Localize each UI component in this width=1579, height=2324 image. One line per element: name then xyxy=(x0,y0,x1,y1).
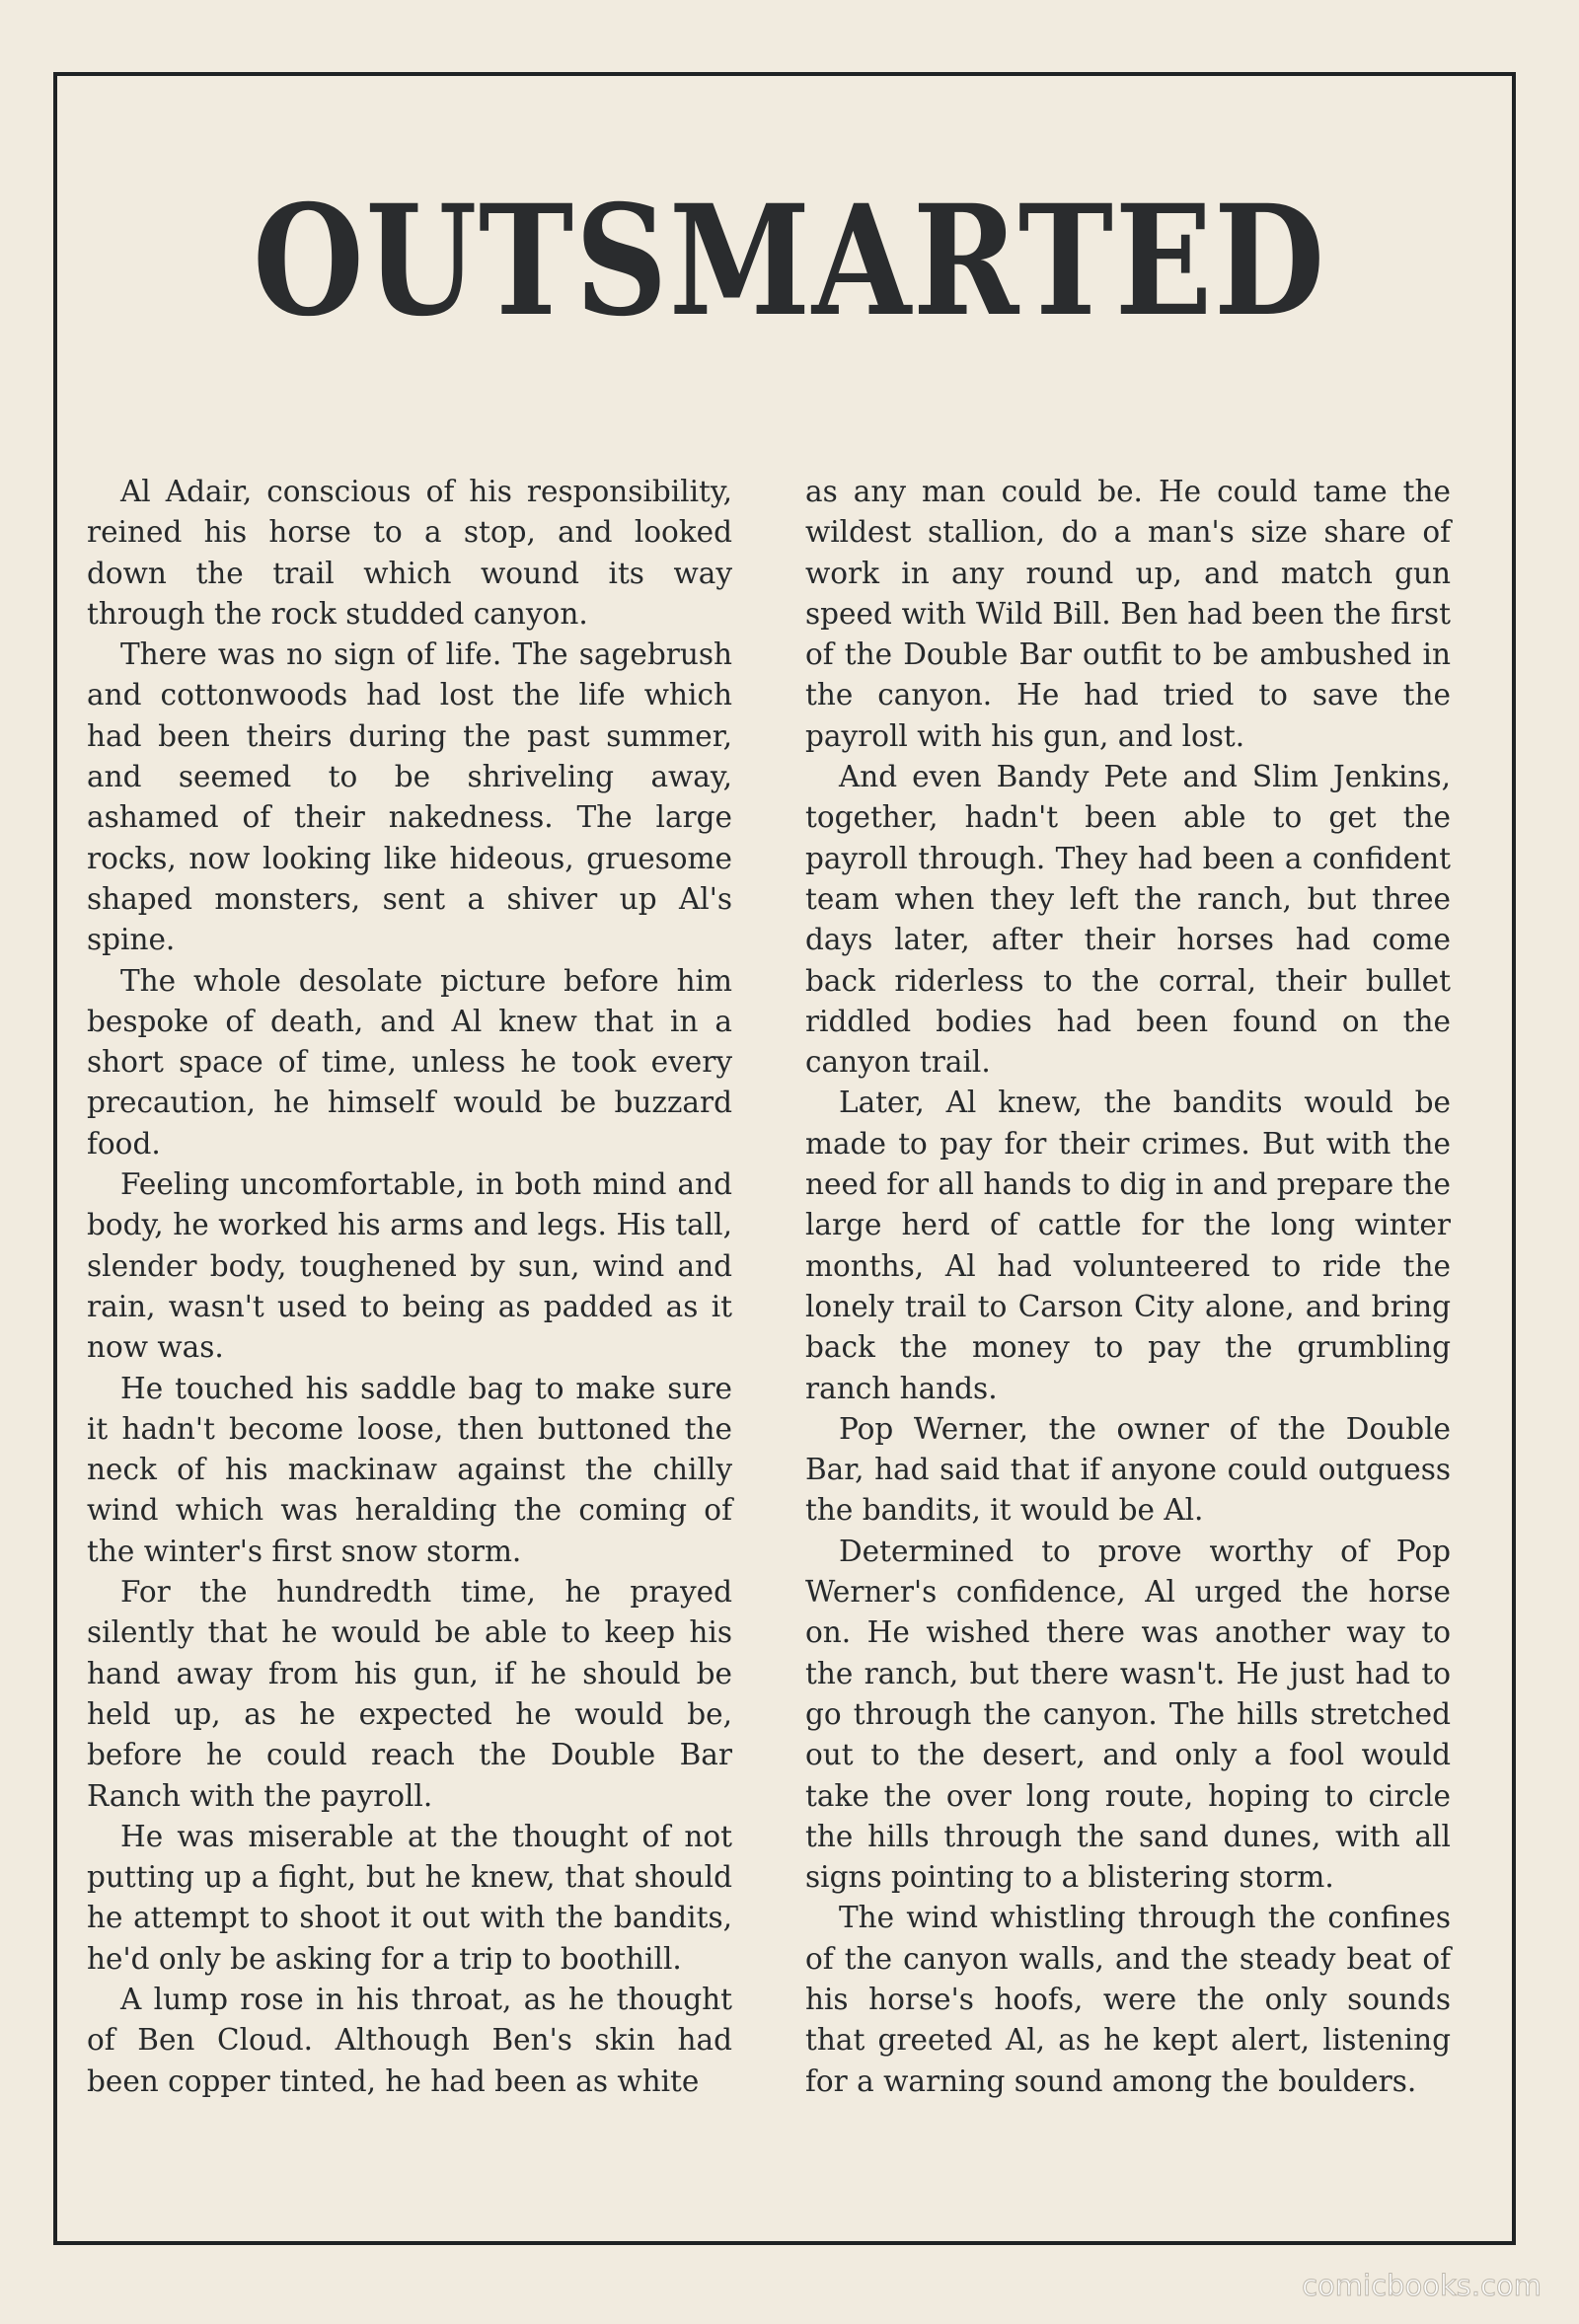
paragraph: Pop Werner, the owner of the Double Bar, had said that if anyone could outguess the bandits, it would be Al. xyxy=(805,1411,1451,1528)
right-column xyxy=(805,472,1451,2102)
paragraph: For the hundredth time, he prayed silently that he would be able to keep his hand away from his gun, if he should be held up, as he expected he would be, before he could reach the Double Bar Ranch with the payroll. xyxy=(87,1575,732,1813)
paragraph: Later, Al knew, the bandits would be made to pay for their crimes. But with the need for all hands to dig in and prepare the large herd of cattle for the long winter months, Al had volunteered to ride the lonely trail to Carson City alone, and bring back the money to pay the grumbling ranch hands. xyxy=(805,1086,1451,1405)
paragraph: And even Bandy Pete and Slim Jenkins, together, hadn't been able to get the payroll through. They had been a confident team when they left the ranch, but three days later, after their horses had come back riderless to the corral, their bullet riddled bodies had been found on the canyon trail. xyxy=(805,760,1451,1080)
paragraph: There was no sign of life. The sagebrush and cottonwoods had lost the life which had been theirs during the past summer, and seemed to be shriveling away, ashamed of their nakedness. The large rocks, now looking like hideous, gruesome shaped monsters, sent a shiver up Al's spine. xyxy=(87,637,732,957)
story-title: OUTSMARTED xyxy=(253,172,1326,350)
paragraph: A lump rose in his throat, as he thought of Ben Cloud. Although Ben's skin had been copper tinted, he had been as white xyxy=(87,1982,732,2098)
paragraph: as any man could be. He could tame the wildest stallion, do a man's size share of work in any round up, and match gun speed with Wild Bill. Ben had been the first of the Double Bar outfit to be ambushed in the canyon. He had tried to save the payroll with his gun, and lost. xyxy=(805,475,1451,753)
paragraph: He was miserable at the thought of not putting up a fight, but he knew, that should he attempt to shoot it out with the bandits, he'd only be asking for a trip to boothill. xyxy=(87,1819,732,1976)
paragraph: Al Adair, conscious of his responsibility, reined his horse to a stop, and looked down the trail which wound its way through the rock studded canyon. xyxy=(87,475,732,631)
left-column xyxy=(87,472,732,2102)
paragraph: The wind whistling through the confines of the canyon walls, and the steady beat of his horse's hoofs, were the only sounds that greeted Al, as he kept alert, listening for a warning sound among the boulders. xyxy=(805,1901,1451,2098)
paragraph: Feeling uncomfortable, in both mind and body, he worked his arms and legs. His tall, slender body, toughened by sun, wind and rain, wasn't used to being as padded as it now was. xyxy=(87,1167,732,1365)
paragraph: He touched his saddle bag to make sure it hadn't become loose, then buttoned the neck of his mackinaw against the chilly wind which was heralding the coming of the winter's first snow storm. xyxy=(87,1371,732,1568)
paragraph: Determined to prove worthy of Pop Werner's confidence, Al urged the horse on. He wished there was another way to the ranch, but there wasn't. He just had to go through the canyon. The hills stretched out to the desert, and only a fool would take the over long route, hoping to circle the hills through the sand dunes, with all signs pointing to a blistering storm. xyxy=(805,1534,1451,1895)
paragraph: The whole desolate picture before him bespoke of death, and Al knew that in a short space of time, unless he took every precaution, he himself would be buzzard food. xyxy=(87,963,732,1161)
watermark: comicbooks.com xyxy=(1302,2269,1541,2302)
